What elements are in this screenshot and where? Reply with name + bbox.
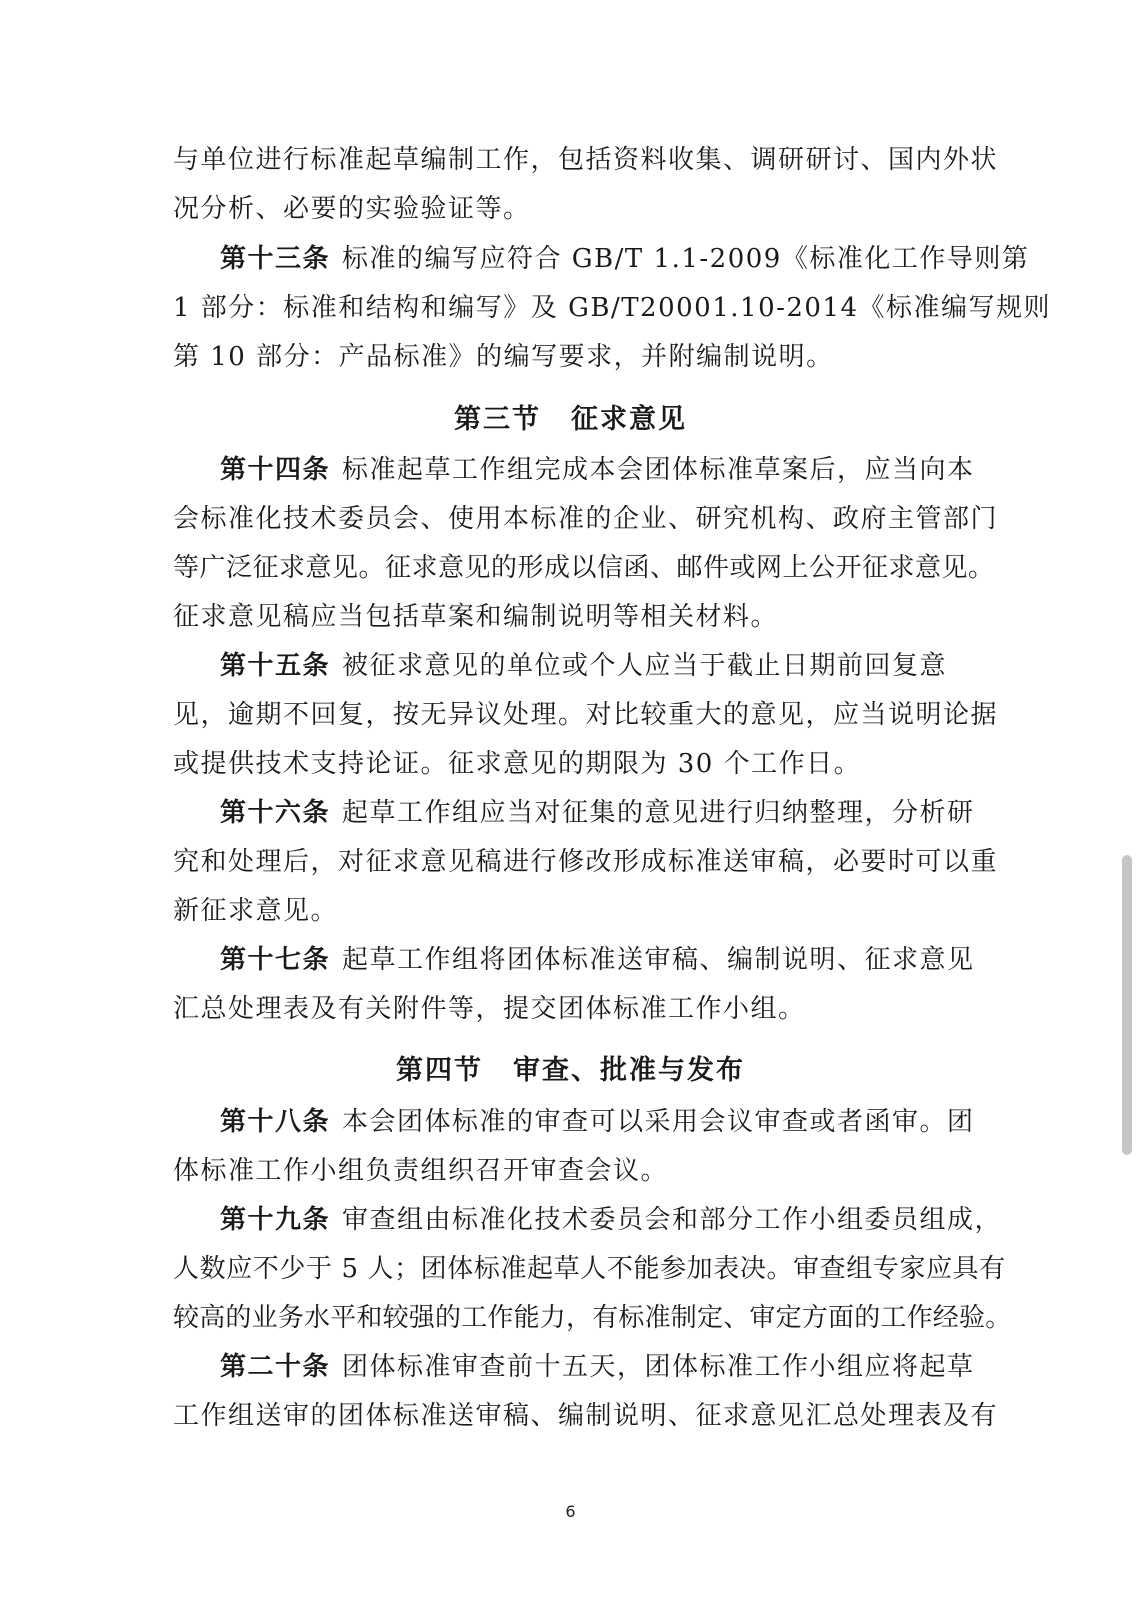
article-14 (220, 453, 980, 487)
paragraph-line: 人数应不少于 5 人；团体标准起草人不能参加表决。审查组专家应具有 (173, 1254, 1006, 1284)
article-text: 起草工作组将团体标准送审稿、编制说明、征求意见 (342, 945, 975, 975)
article-text: 标准起草工作组完成本会团体标准草案后，应当向本 (342, 455, 975, 485)
article-text: 标准的编写应符合 GB/T 1.1-2009《标准化工作导则第 (342, 244, 1030, 274)
article-number: 第十八条 (220, 1107, 331, 1137)
article-text: 团体标准审查前十五天，团体标准工作小组应将起草 (342, 1352, 975, 1382)
article-number: 第二十条 (220, 1352, 331, 1382)
article-19 (220, 1203, 1003, 1237)
paragraph-line: 1 部分：标准和结构和编写》及 GB/T20001.10-2014《标准编写规则 (173, 293, 1052, 323)
paragraph-line: 较高的业务水平和较强的工作能力，有标准制定、审定方面的工作经验。 (173, 1303, 1012, 1333)
article-text: 起草工作组应当对征集的意见进行归纳整理，分析研 (342, 798, 975, 828)
section-number: 第四节 (396, 1055, 483, 1086)
article-text: 被征求意见的单位或个人应当于截止日期前回复意 (342, 651, 948, 681)
article-number: 第十九条 (220, 1205, 331, 1235)
paragraph-line: 第 10 部分：产品标准》的编写要求，并附编制说明。 (173, 342, 834, 372)
paragraph-line: 况分析、必要的实验验证等。 (173, 194, 531, 224)
article-text: 本会团体标准的审查可以采用会议审查或者函审。团 (342, 1107, 975, 1137)
section-title: 审查、批准与发布 (513, 1055, 745, 1086)
article-17 (220, 943, 980, 977)
article-number: 第十六条 (220, 798, 331, 828)
article-16 (220, 796, 980, 830)
paragraph-line: 究和处理后，对征求意见稿进行修改形成标准送审稿，必要时可以重 (173, 847, 999, 877)
paragraph-line: 等广泛征求意见。征求意见的形成以信函、邮件或网上公开征求意见。 (173, 553, 995, 583)
paragraph-line: 汇总处理表及有关附件等，提交团体标准工作小组。 (173, 994, 806, 1024)
paragraph-line: 见，逾期不回复，按无异议处理。对比较重大的意见，应当说明论据 (173, 700, 999, 730)
article-15 (220, 649, 980, 683)
section-number: 第三节 (454, 404, 541, 435)
page-number: 6 (565, 1502, 576, 1521)
section-heading-3 (0, 403, 1141, 437)
paragraph-line: 与单位进行标准起草编制工作，包括资料收集、调研研讨、国内外状 (173, 145, 999, 175)
article-number: 第十五条 (220, 651, 331, 681)
paragraph-line: 会标准化技术委员会、使用本标准的企业、研究机构、政府主管部门 (173, 504, 999, 534)
paragraph-line: 新征求意见。 (173, 896, 339, 926)
article-18 (220, 1105, 980, 1139)
article-13 (220, 242, 1030, 276)
paragraph-line: 征求意见稿应当包括草案和编制说明等相关材料。 (173, 602, 779, 632)
article-text: 审查组由标准化技术委员会和部分工作小组委员组成， (342, 1205, 1003, 1235)
article-number: 第十三条 (220, 244, 331, 274)
paragraph-line: 或提供技术支持论证。征求意见的期限为 30 个工作日。 (173, 749, 862, 779)
section-title: 征求意见 (571, 404, 687, 435)
article-20 (220, 1350, 980, 1384)
paragraph-line: 体标准工作小组负责组织召开审查会议。 (173, 1156, 669, 1186)
scrollbar-thumb[interactable] (1122, 855, 1132, 1155)
paragraph-line: 工作组送审的团体标准送审稿、编制说明、征求意见汇总处理表及有 (173, 1401, 999, 1431)
article-number: 第十七条 (220, 945, 331, 975)
section-heading-4 (0, 1054, 1141, 1088)
article-number: 第十四条 (220, 455, 331, 485)
